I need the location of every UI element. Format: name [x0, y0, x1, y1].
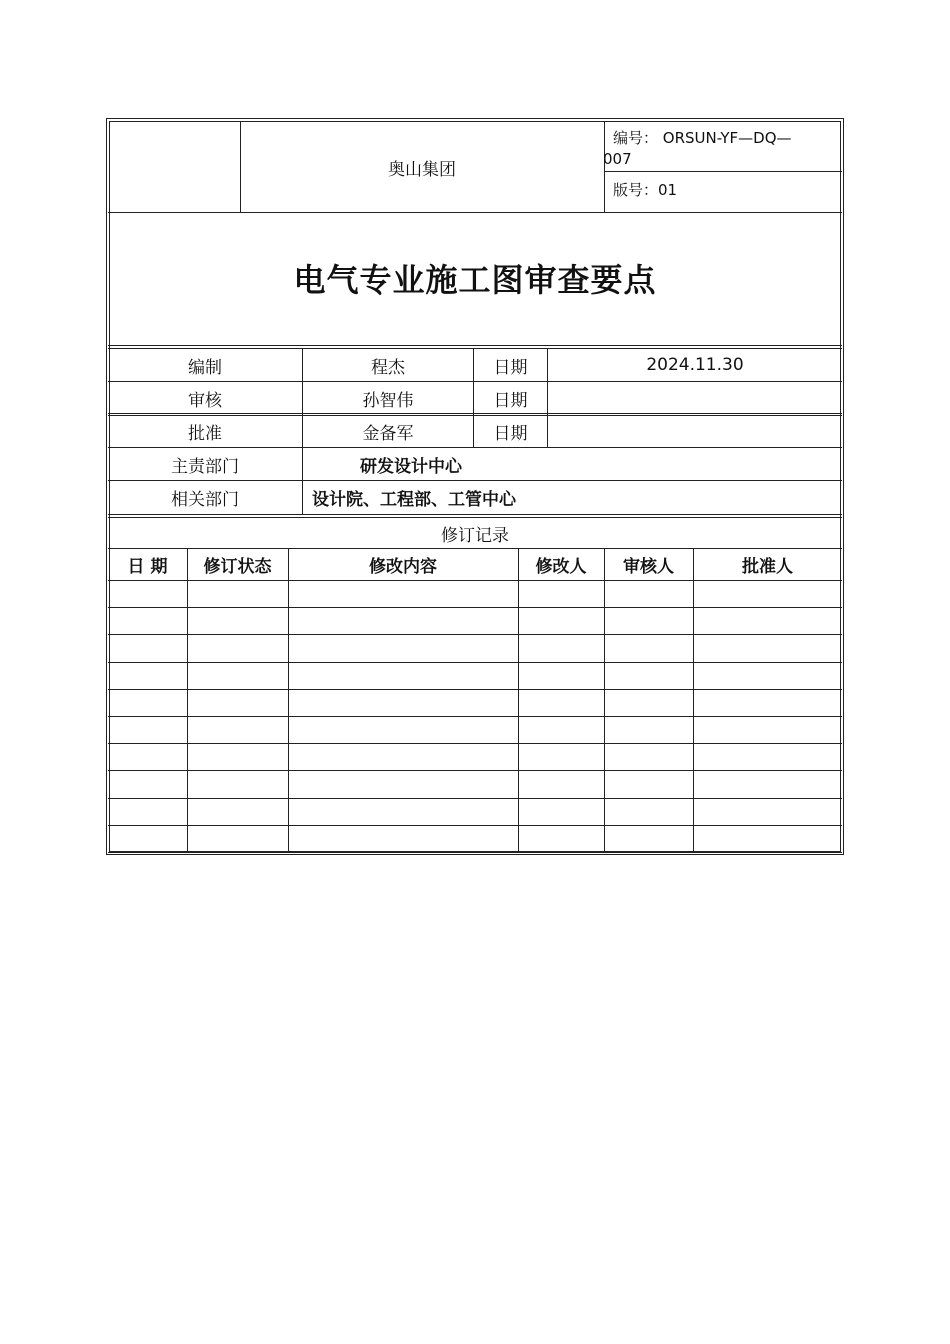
revision-cell: [604, 580, 693, 607]
revision-cell: [693, 607, 842, 634]
revision-cell: [187, 825, 288, 852]
revision-cell: [693, 743, 842, 770]
approval-role: 编制: [188, 357, 222, 378]
approval-name: 金备军: [362, 424, 414, 444]
header-divider-logo: [240, 121, 241, 213]
revision-header-cell: 修订状态: [203, 557, 272, 577]
revision-cell: [108, 634, 187, 661]
doc-number-line2: 007: [603, 150, 632, 168]
revision-cell: [693, 770, 842, 797]
revision-cell: [604, 743, 693, 770]
revision-cell: [108, 607, 187, 634]
revision-header-cell: 审核人: [623, 557, 674, 577]
revision-cell: [288, 825, 518, 852]
header-meta-divider: [604, 171, 842, 172]
revision-cell: [604, 770, 693, 797]
version-number: 版号：01: [613, 181, 678, 199]
approval-date-label: 日期: [493, 424, 528, 444]
revision-cell: [518, 607, 604, 634]
revision-cell: [518, 716, 604, 743]
approval-name: 程杰: [371, 357, 405, 378]
revision-header-cell: 批准人: [742, 557, 793, 577]
approval-role: 批准: [188, 424, 222, 444]
revision-cell: [693, 634, 842, 661]
revision-cell: [604, 798, 693, 825]
revision-cell: [187, 607, 288, 634]
revision-header-cell: 修改内容: [369, 557, 437, 577]
revision-cell: [693, 798, 842, 825]
revision-cell: [108, 798, 187, 825]
logo-area: [110, 123, 238, 211]
revision-cell: [288, 607, 518, 634]
revision-cell: [604, 825, 693, 852]
revision-cell: [693, 580, 842, 607]
dept-main-value: 研发设计中心: [360, 456, 462, 477]
revision-cell: [187, 634, 288, 661]
approval-date: [548, 382, 842, 414]
page-title: 电气专业施工图审查要点: [293, 261, 657, 299]
revision-title: 修订记录: [441, 525, 509, 546]
doc-number-line1: 编号： ORSUN-YF—DQ—: [613, 129, 792, 147]
revision-cell: [288, 689, 518, 716]
revision-cell: [108, 770, 187, 797]
revision-cell: [693, 825, 842, 852]
revision-cell: [187, 743, 288, 770]
revision-cell: [604, 689, 693, 716]
approval-role: 审核: [188, 390, 222, 411]
revision-cell: [288, 770, 518, 797]
revision-cell: [604, 662, 693, 689]
revision-cell: [108, 743, 187, 770]
dept-related-label: 相关部门: [171, 490, 239, 510]
revision-cell: [288, 634, 518, 661]
revision-cell: [108, 689, 187, 716]
revision-cell: [108, 662, 187, 689]
revision-cell: [108, 825, 187, 852]
approval-date: 2024.11.30: [646, 355, 744, 375]
revision-cell: [518, 662, 604, 689]
revision-cell: [518, 770, 604, 797]
approval-bottom-line-a: [108, 514, 842, 515]
revision-cell: [518, 798, 604, 825]
header-bottom-line: [108, 212, 842, 213]
revision-cell: [604, 607, 693, 634]
revision-cell: [187, 716, 288, 743]
revision-cell: [604, 716, 693, 743]
revision-cell: [518, 580, 604, 607]
dept-main-label: 主责部门: [171, 456, 239, 477]
revision-cell: [604, 634, 693, 661]
approval-date: [548, 416, 842, 447]
revision-header-cell: 日 期: [127, 557, 168, 577]
company-name: 奥山集团: [388, 159, 456, 180]
approval-date-label: 日期: [493, 390, 528, 411]
revision-cell: [288, 798, 518, 825]
revision-cell: [187, 770, 288, 797]
approval-name: 孙智伟: [362, 390, 414, 411]
approval-top-line-a: [108, 345, 842, 346]
revision-cell: [108, 580, 187, 607]
revision-cell: [187, 580, 288, 607]
revision-cell: [187, 662, 288, 689]
revision-cell: [518, 743, 604, 770]
revision-cell: [693, 689, 842, 716]
revision-cell: [187, 689, 288, 716]
revision-cell: [108, 716, 187, 743]
revision-cell: [288, 662, 518, 689]
revision-cell: [187, 798, 288, 825]
revision-row-line: [108, 852, 842, 853]
revision-cell: [693, 716, 842, 743]
revision-cell: [288, 743, 518, 770]
dept-related-value: 设计院、工程部、工管中心: [312, 490, 516, 510]
revision-cell: [518, 689, 604, 716]
revision-cell: [693, 662, 842, 689]
revision-cell: [518, 825, 604, 852]
revision-header-cell: 修改人: [535, 557, 587, 577]
revision-cell: [518, 634, 604, 661]
approval-date-label: 日期: [493, 357, 528, 378]
revision-cell: [288, 580, 518, 607]
revision-cell: [288, 716, 518, 743]
